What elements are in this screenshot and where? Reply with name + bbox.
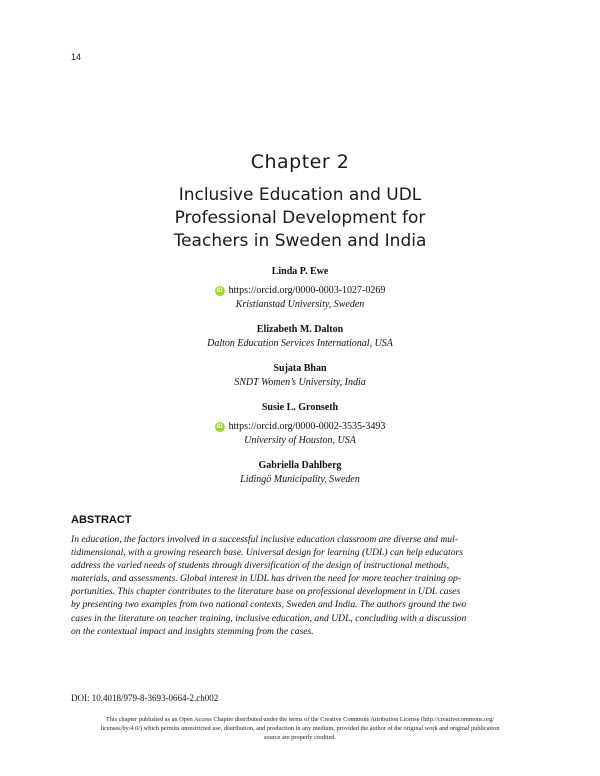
page-number: 14 — [71, 52, 82, 62]
orcid-icon: iD — [216, 288, 223, 294]
doi-label: DOI: 10.4018/979-8-3693-0664-2.ch002 — [71, 693, 219, 703]
orcid-icon: iD — [216, 424, 223, 430]
author-list — [0, 265, 600, 498]
title-line: Inclusive Education and UDL — [178, 185, 422, 205]
author-name: Sujata Bhan — [273, 363, 327, 374]
author-block — [0, 401, 600, 448]
abstract-line: address the varied needs of students through diversification of the design of instructional methods, — [71, 560, 450, 572]
license-notice — [60, 715, 540, 742]
license-line: licenses/by/4.0/) which permits unrestricted use, distribution, and production in any medium, provided the author of the original work and original publication — [100, 725, 500, 732]
author-name: Linda P. Ewe — [271, 266, 329, 277]
author-affiliation: Kristianstad University, Sweden — [235, 299, 365, 310]
abstract-line: on the contextual impact and insights stemming from the cases. — [71, 625, 314, 637]
chapter-label: Chapter 2 — [250, 151, 350, 173]
author-affiliation: Lidingö Municipality, Sweden — [240, 474, 360, 485]
abstract-line: materials, and assessments. Global interest in UDL has driven the need for more teacher training op- — [71, 573, 462, 585]
orcid-url[interactable]: https://orcid.org/0000-0002-3535-3493 — [228, 421, 386, 432]
orcid-link[interactable] — [215, 284, 386, 298]
abstract-line: cases in the literature on teacher training, inclusive education, and UDL, concluding with a discussion — [71, 612, 467, 624]
author-block — [0, 362, 600, 390]
author-affiliation: University of Houston, USA — [244, 435, 356, 446]
author-name: Susie L. Gronseth — [261, 402, 339, 413]
author-block — [0, 265, 600, 312]
title-line: Professional Development for — [174, 208, 426, 228]
author-affiliation: Dalton Education Services International, USA — [207, 338, 393, 349]
abstract-line: tidimensional, with a growing research base. Universal design for learning (UDL) can help educators — [71, 547, 463, 559]
abstract-line: In education, the factors involved in a successful inclusive education classroom are diverse and mul- — [71, 534, 458, 545]
abstract-line: by presenting two examples from two national contexts, Sweden and India. The authors ground the two — [71, 599, 467, 611]
title-line: Teachers in Sweden and India — [173, 231, 427, 251]
orcid-url[interactable]: https://orcid.org/0000-0003-1027-0269 — [228, 285, 386, 296]
abstract-line: portunities. This chapter contributes to the literature base on professional development in UDL cases — [71, 586, 461, 598]
chapter-title — [100, 184, 500, 253]
orcid-link[interactable] — [215, 420, 386, 434]
author-name: Elizabeth M. Dalton — [256, 324, 344, 335]
author-block — [0, 323, 600, 351]
author-name: Gabriella Dahlberg — [258, 460, 342, 471]
author-block — [0, 459, 600, 487]
abstract-heading: ABSTRACT — [71, 514, 132, 526]
author-affiliation: SNDT Women’s University, India — [234, 377, 366, 388]
license-line: This chapter published as an Open Access Chapter distributed under the terms of the Creative Commons Attribution License (http://creativecommons.org/ — [105, 716, 495, 723]
license-line: source are properly credited. — [263, 734, 337, 741]
abstract-body — [71, 533, 531, 638]
